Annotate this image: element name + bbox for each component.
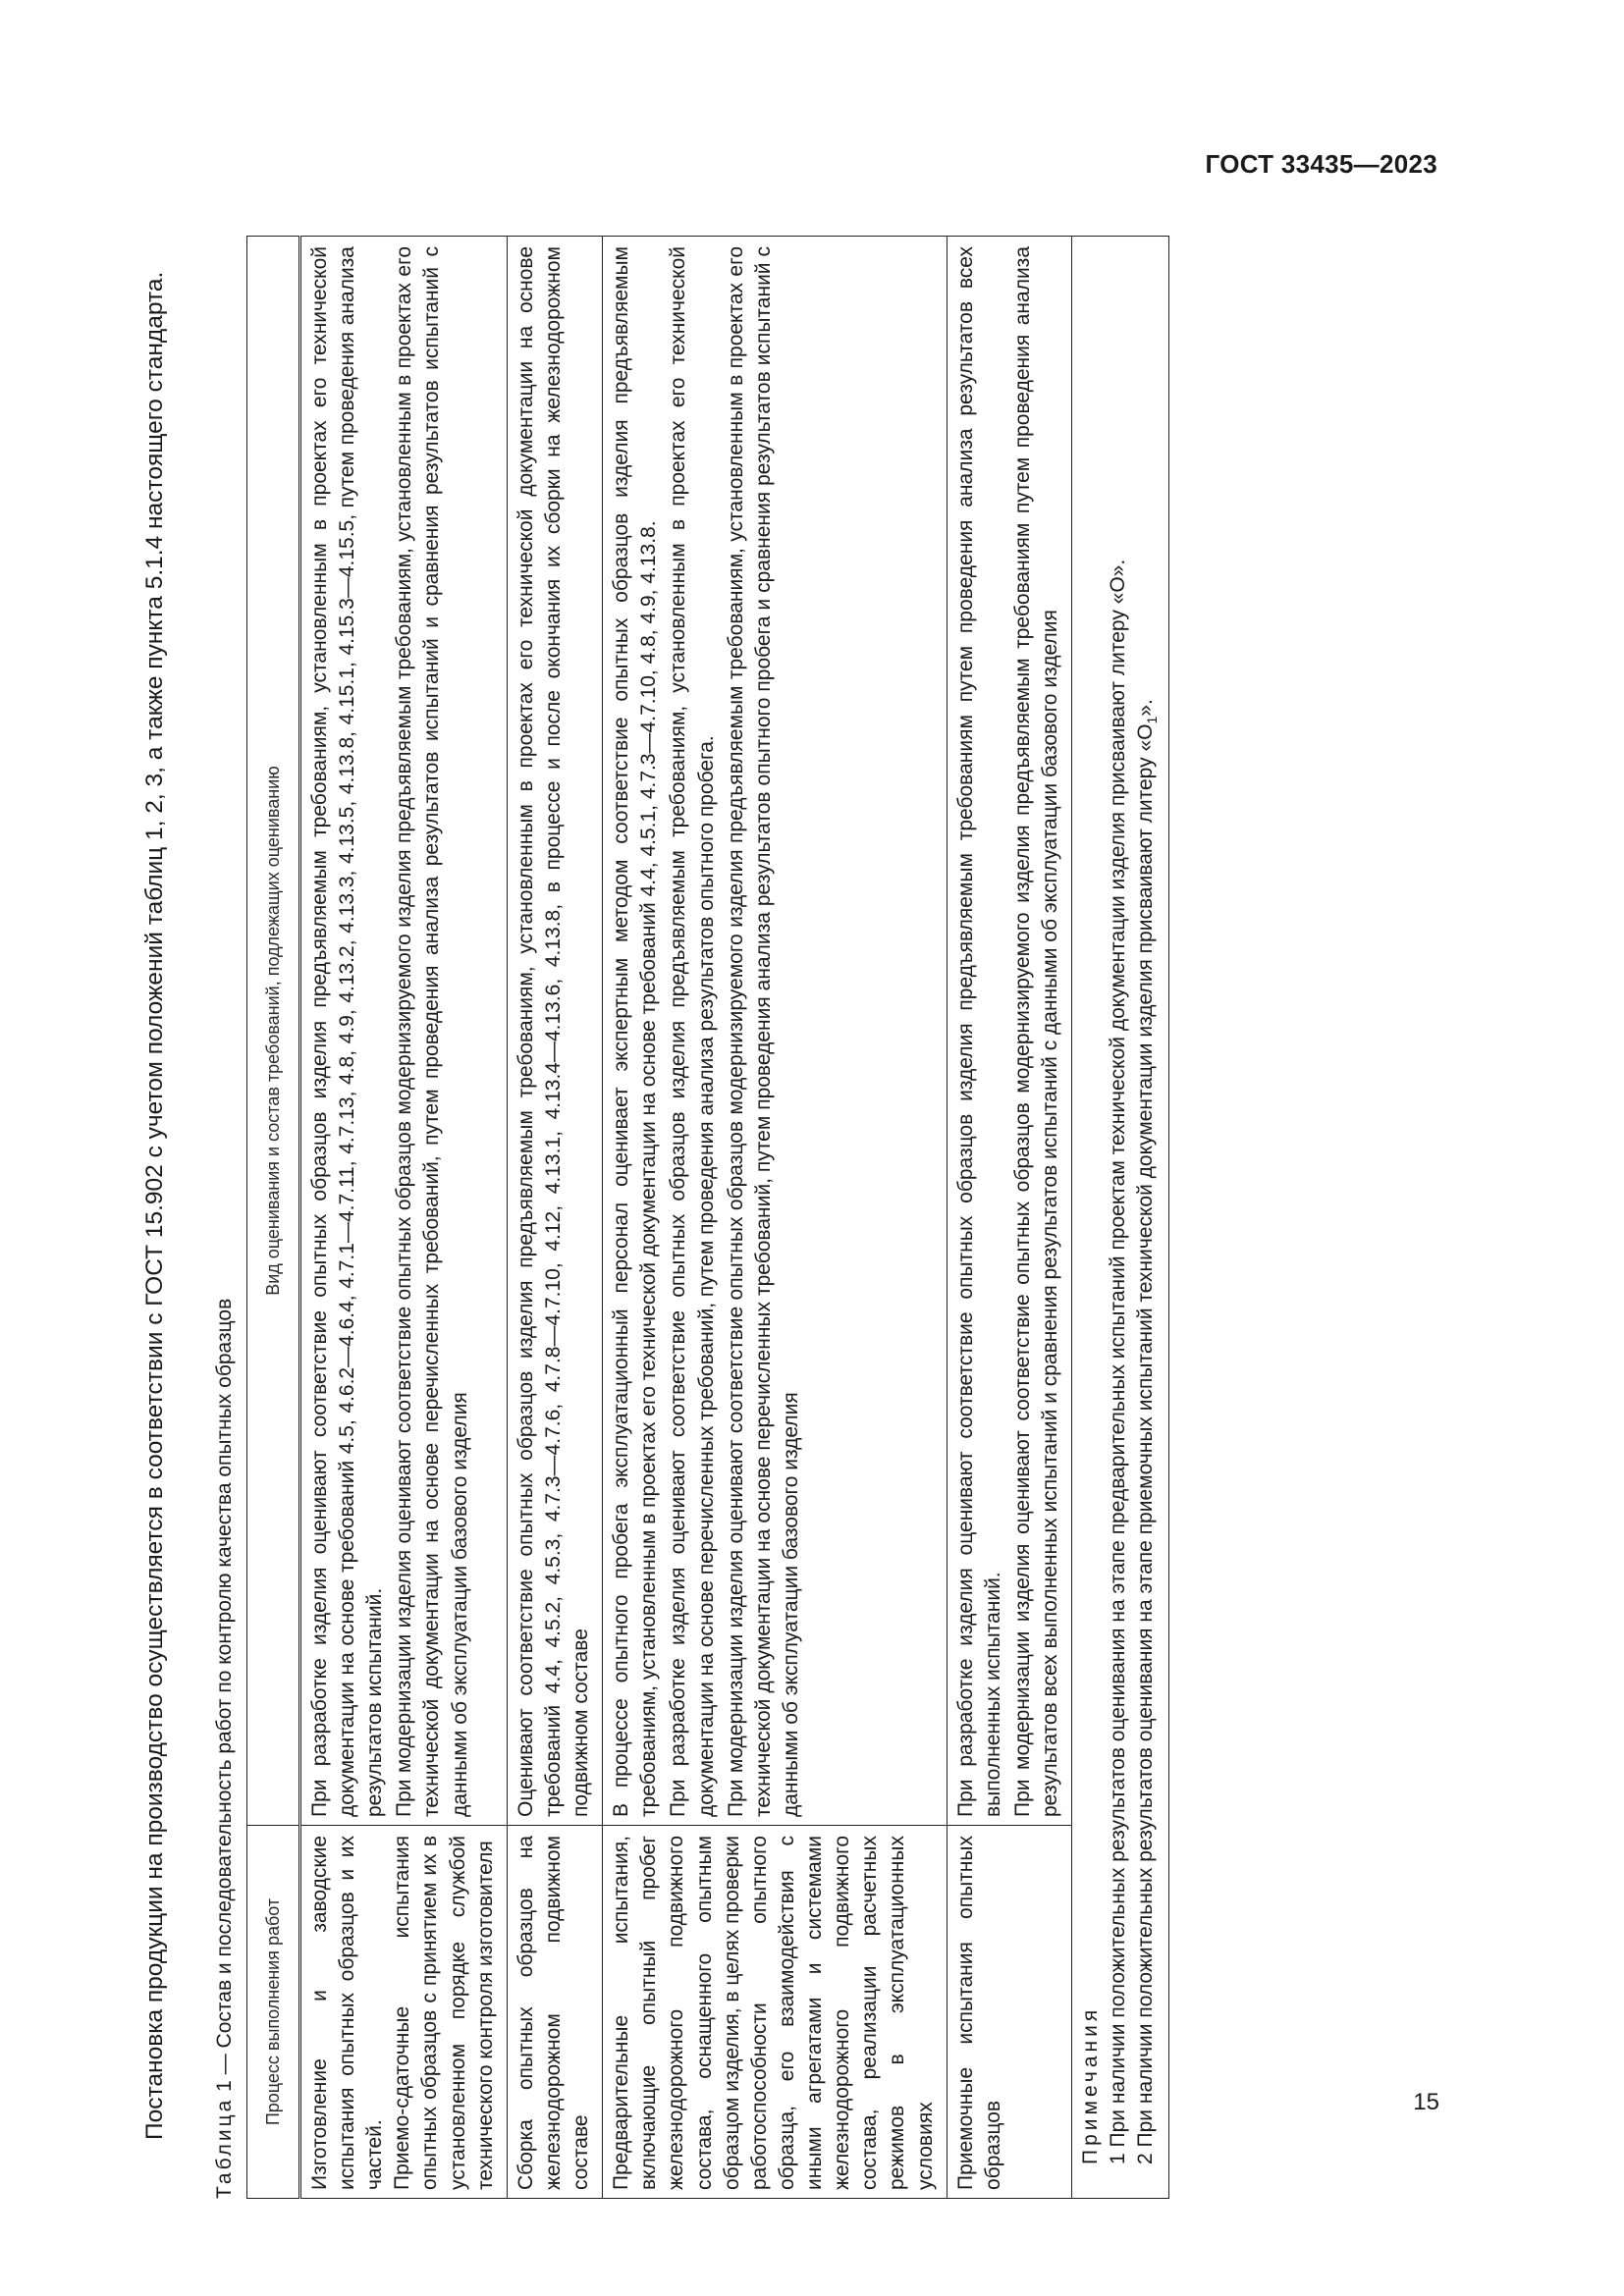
rotated-page-content [137, 236, 1355, 2199]
table-caption-prefix: Таблица [212, 2097, 236, 2199]
evaluation-cell [947, 237, 1072, 1826]
document-code: ГОСТ 33435—2023 [1205, 149, 1437, 179]
notes-title: Примечания [1079, 2005, 1103, 2164]
note-2 [1132, 246, 1162, 2190]
intro-paragraph: Постановка продукции на производство осуществляется в соответствии с ГОСТ 15.902 с учетом положений таблиц 1, 2, 3, а также пункта 5.1.4 настоящего стандарта. [141, 271, 168, 2140]
evaluation-text: При разработке изделия оценивают соответствие опытных образцов изделия предъявляемым требованиям путем проведения анализа результатов всех выполненных испытаний. [953, 246, 1004, 1817]
note-2-end: ». [1134, 699, 1158, 717]
notes-cell [1072, 237, 1169, 2199]
process-text: Сборка опытных образцов на железнодорожном подвижном составе [514, 1836, 593, 2190]
process-text: Приемо-сдаточные испытания опытных образцов с принятием их в установленном порядке службой технического контроля изготовителя [391, 1836, 497, 2190]
evaluation-text: При модернизации изделия оценивают соответствие опытных образцов модернизируемого изделия предъявляемым требованиям, установленным в проектах его технической документации на основе перечисленных требований, путем проведения анализа результатов испытаний и сравнения результатов испытаний с данными об эксплуатации базового изделия [393, 246, 471, 1817]
note-1: 1 При наличии положительных результатов оценивания на этапе предварительных испытаний проектам технической документации изделия присваивают литеру «О». [1107, 559, 1130, 2164]
process-text: Приемочные испытания опытных образцов [953, 1836, 1004, 2190]
evaluation-text: При разработке изделия оценивают соответствие опытных образцов изделия предъявляемым требованиям, установленным в проектах его технической документации на основе перечисленных требований, путем проведения анализа результатов опытного пробега. [667, 246, 718, 1817]
process-cell [603, 1826, 947, 2199]
evaluation-cell [507, 237, 602, 1826]
table-row [947, 237, 1072, 2199]
column-header-evaluation: Вид оценивания и состав требований, подлежащих оцениванию [246, 237, 299, 1826]
column-header-process: Процесс выполнения работ [246, 1826, 299, 2199]
process-cell [947, 1826, 1072, 2199]
process-cell [507, 1826, 602, 2199]
note-2-subscript: 1 [1144, 716, 1161, 724]
evaluation-text: В процессе опытного пробега эксплуатационный персонал оценивает экспертным методом соответствие опытных образцов изделия предъявляемым требованиям, установленным в проектах его технической документации на основе требований 4.4, 4.5.1, 4.7.3—4.7.10, 4.8, 4.9, 4.13.8. [610, 246, 661, 1817]
quality-control-table [246, 236, 1170, 2199]
process-text: Изготовление и заводские испытания опытных образцов и их частей. [307, 1836, 387, 2190]
table-header-row [246, 237, 299, 2199]
evaluation-text: Оценивают соответствие опытных образцов изделия предъявляемым требованиям, установленным в проектах его технической документации на основе требований 4.4, 4.5.2, 4.5.3, 4.7.3—4.7.6, 4.7.8—4.7.10, 4.12, 4.13.1, 4.13.4—4.13.6, 4.13.8, в процессе и после окончания их сборки на железнодорожном подвижном составе [514, 246, 593, 1817]
process-cell [299, 1826, 507, 2199]
page-number: 15 [1413, 2089, 1439, 2115]
table-row [507, 237, 602, 2199]
table-row [603, 237, 947, 2199]
table-caption-text: 1 — Состав и последовательность работ по контролю качества опытных образцов [212, 1298, 236, 2092]
evaluation-text: При модернизации изделия оценивают соответствие опытных образцов модернизируемого изделия предъявляемым требованиям путем проведения анализа результатов всех выполненных испытаний и сравнения результатов испытаний с данными об эксплуатации базового изделия [1010, 246, 1062, 1817]
evaluation-text: При модернизации изделия оценивают соответствие опытных образцов модернизируемого изделия предъявляемым требованиям, установленным в проектах его технической документации на основе перечисленных требований, путем проведения анализа результатов опытного пробега и сравнения результатов испытаний с данными об эксплуатации базового изделия [724, 246, 802, 1817]
notes-row [1072, 237, 1169, 2199]
evaluation-cell [299, 237, 507, 1826]
evaluation-text: При разработке изделия оценивают соответствие опытных образцов изделия предъявляемым требованиям, установленным в проектах его технической документации на основе требований 4.5, 4.6.2—4.6.4, 4.7.1—4.7.11, 4.7.13, 4.8, 4.9, 4.13.2, 4.13.3, 4.13.5, 4.13.8, 4.15.1, 4.15.3—4.15.5, путем проведения анализа результатов испытаний. [307, 246, 387, 1817]
table-row [299, 237, 507, 2199]
table-caption [211, 236, 239, 2199]
note-2-text: 2 При наличии положительных результатов оценивания на этапе приемочных испытаний технической документации изделия присваивают литеру «О [1134, 723, 1158, 2164]
process-text: Предварительные испытания, включающие опытный пробег железнодорожного подвижного состава, оснащенного опытным образцом изделия, в целях проверки работоспособности опытного образца, его взаимодействия с иными агрегатами и системами железнодорожного подвижного состава, реализации расчетных режимов в эксплуатационных условиях [610, 1835, 937, 2190]
evaluation-cell [603, 237, 947, 1826]
